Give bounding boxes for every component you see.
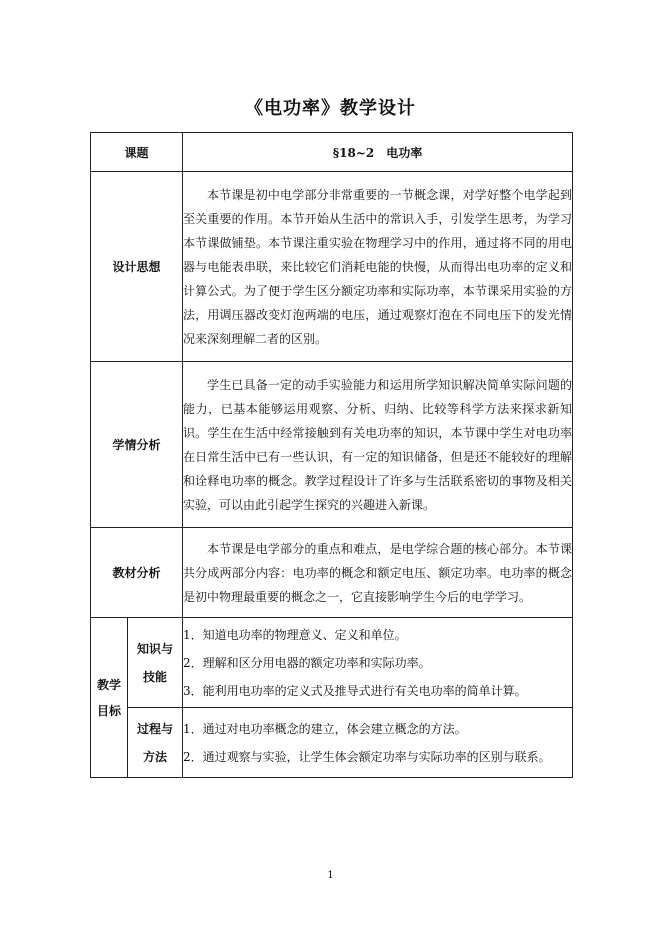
design-idea-label: 设计思想: [91, 172, 183, 362]
knowledge-objective-row: [91, 618, 573, 708]
process-methods-label: [128, 708, 183, 778]
objectives-label: [91, 618, 128, 778]
knowledge-label-line2: 技能: [143, 669, 168, 684]
design-idea-text: 本节课是初中电学部分非常重要的一节概念课，对学好整个电学起到至关重要的作用。本节开始从生活中的常识入手，引发学生思考，为学习本节课做铺垫。本节课注重实验在物理学习中的作用，通过将不同的用电器与电能表串联，来比较它们消耗电能的快慢，从而得出电功率的定义和计算公式。为了便于学生区分额定功率和实际功率，本节课采用实验的方法，用调压器改变灯泡两端的电压，通过观察灯泡在不同电压下的发光情况来深刻理解二者的区别。: [183, 172, 573, 362]
list-item: 1．知道电功率的物理意义、定义和单位。: [183, 627, 407, 642]
knowledge-label-line1: 知识与: [137, 641, 174, 656]
student-analysis-row: [91, 362, 573, 528]
topic-value: §18~2 电功率: [183, 133, 573, 172]
list-item: 2．通过观察与实验，让学生体会额定功率与实际功率的区别与联系。: [183, 749, 551, 764]
material-analysis-text: 本节课是电学部分的重点和难点，是电学综合题的核心部分。本节课共分成两部分内容：电功率的概念和额定电压、额定功率。电功率的概念是初中物理最重要的概念之一，它直接影响学生今后的电学学习。: [183, 528, 573, 618]
student-analysis-text: 学生已具备一定的动手实验能力和运用所学知识解决简单实际问题的能力，已基本能够运用观察、分析、归纳、比较等科学方法来探求新知识。学生在生活中经常接触到有关电功率的知识，本节课中学生对电功率在日常生活中已有一些认识，有一定的知识储备，但是还不能较好的理解和诠释电功率的概念。教学过程设计了许多与生活联系密切的事物及相关实验，可以由此引起学生探究的兴趣进入新课。: [183, 362, 573, 528]
list-item: 2．理解和区分用电器的额定功率和实际功率。: [183, 655, 431, 670]
page-number: 1: [327, 870, 334, 881]
lesson-plan-table: [90, 132, 573, 778]
objectives-label-line1: 教学: [96, 677, 121, 692]
topic-row: [91, 133, 573, 172]
document-title: 《电功率》教学设计: [245, 98, 416, 119]
list-item: 3．能利用电功率的定义式及推导式进行有关电功率的简单计算。: [183, 683, 527, 698]
material-analysis-label: 教材分析: [91, 528, 183, 618]
process-objective-row: [91, 708, 573, 778]
objectives-label-line2: 目标: [96, 703, 121, 718]
list-item: 1．通过对电功率概念的建立，体会建立概念的方法。: [183, 721, 467, 736]
design-idea-row: [91, 172, 573, 362]
student-analysis-label: 学情分析: [91, 362, 183, 528]
process-label-line1: 过程与: [137, 721, 174, 736]
knowledge-skills-list: [183, 618, 573, 708]
topic-label: 课题: [91, 133, 183, 172]
knowledge-skills-label: [128, 618, 183, 708]
material-analysis-row: [91, 528, 573, 618]
process-methods-list: [183, 708, 573, 778]
process-label-line2: 方法: [143, 749, 168, 764]
